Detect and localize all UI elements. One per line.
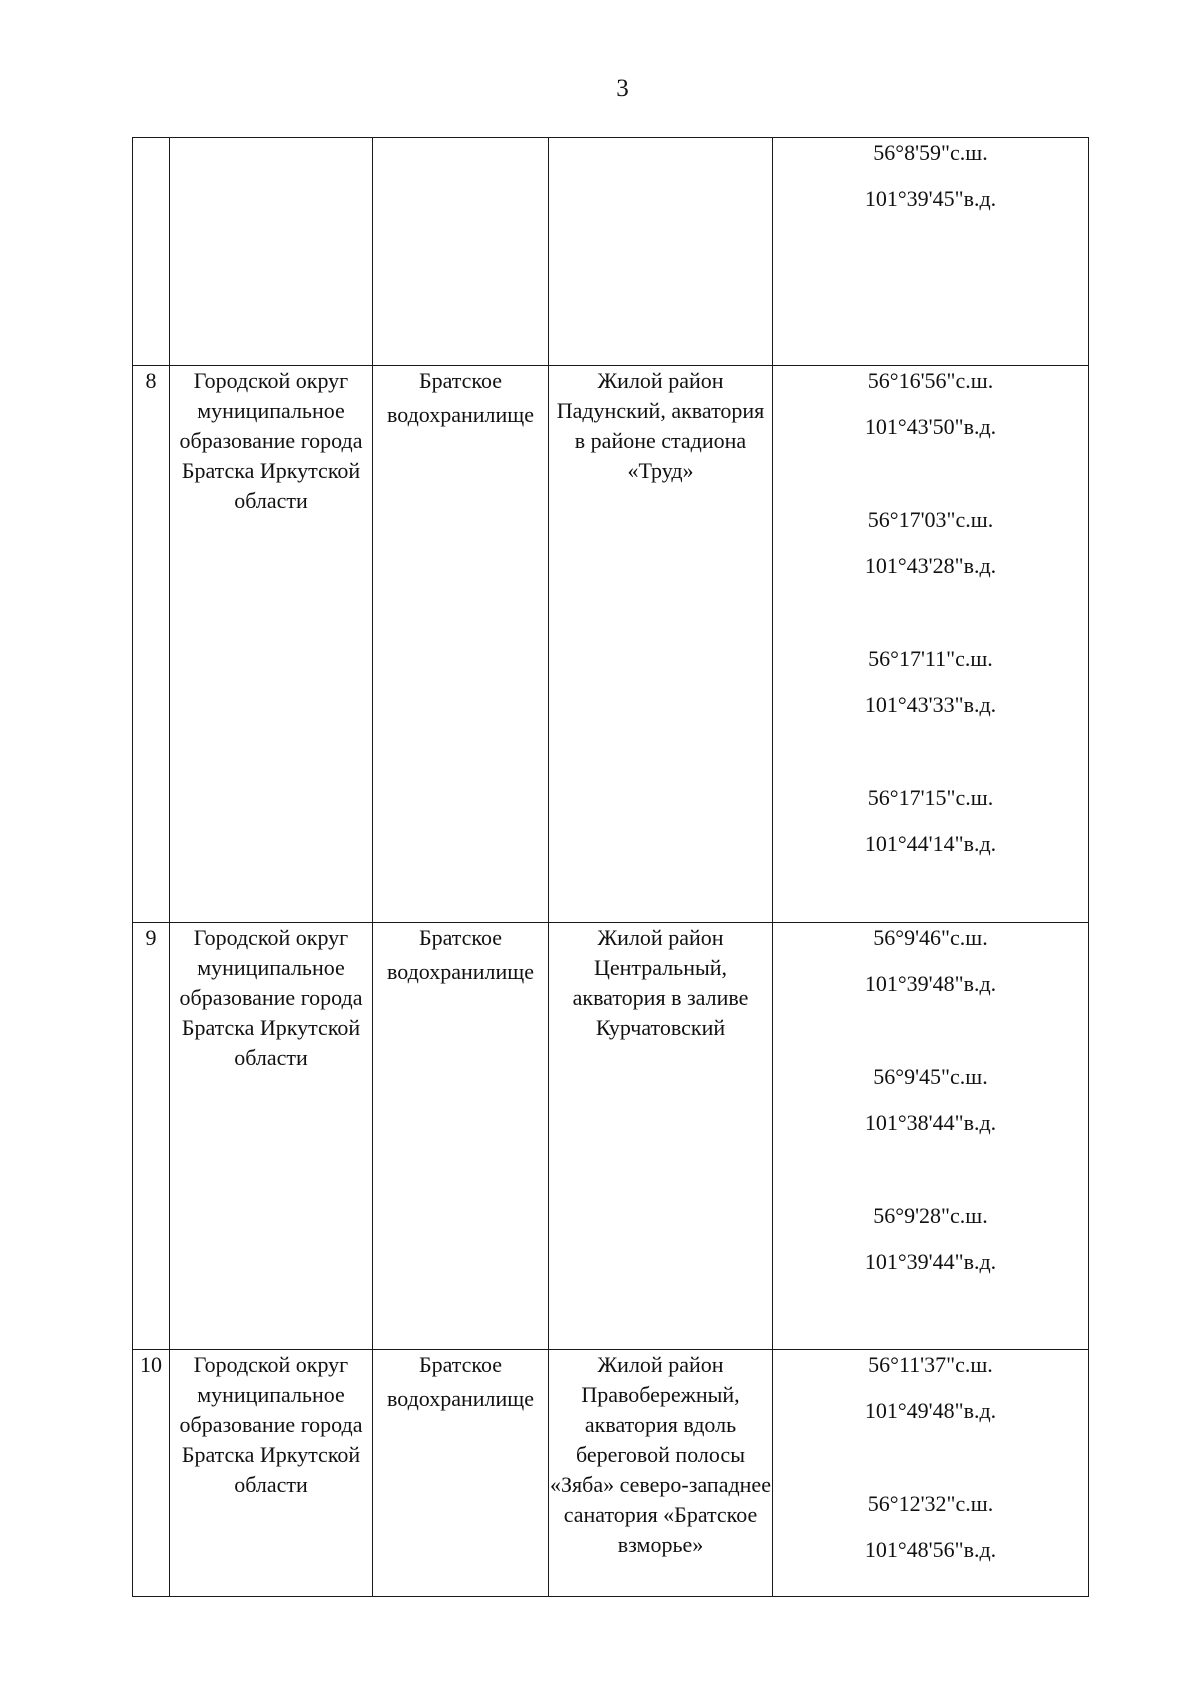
longitude: 101°43'33"в.д.	[864, 692, 997, 717]
municipality-cell: Городской округ муниципальное образование города Братска Иркутской области	[170, 1350, 373, 1597]
longitude: 101°39'45"в.д.	[864, 186, 997, 211]
longitude: 101°39'48"в.д.	[864, 971, 997, 996]
latitude: 56°8'59"с.ш.	[873, 140, 988, 165]
longitude: 101°49'48"в.д.	[864, 1398, 997, 1423]
table-row	[133, 138, 1089, 366]
reservoir-name: Братское	[418, 368, 503, 393]
coordinate-pair	[773, 783, 1088, 875]
latitude: 56°9'46"с.ш.	[873, 925, 988, 950]
municipality-cell: Городской округ муниципальное образование города Братска Иркутской области	[170, 923, 373, 1350]
location-cell: Жилой район Правобережный, акватория вдоль береговой полосы «Зяба» северо-западнее санатория «Братское взморье»	[549, 1350, 773, 1597]
longitude: 101°44'14"в.д.	[864, 831, 997, 856]
row-number: 9	[133, 923, 170, 1350]
reservoir-name: Братское	[418, 1352, 503, 1377]
latitude: 56°9'28"с.ш.	[873, 1203, 988, 1228]
longitude: 101°43'50"в.д.	[864, 414, 997, 439]
coordinate-pair	[773, 1350, 1088, 1442]
municipality-cell	[170, 138, 373, 366]
reservoir-type: водохранилище	[386, 402, 535, 427]
location-cell: Жилой район Падунский, акватория в районе стадиона «Труд»	[549, 366, 773, 923]
latitude: 56°9'45"с.ш.	[873, 1064, 988, 1089]
latitude: 56°11'37"с.ш.	[868, 1352, 993, 1377]
row-number	[133, 138, 170, 366]
coordinate-pair	[773, 1062, 1088, 1154]
table-row	[133, 366, 1089, 923]
reservoir-cell	[373, 1350, 549, 1597]
latitude: 56°17'15"с.ш.	[867, 785, 994, 810]
coordinates-cell	[773, 138, 1089, 366]
table-row	[133, 923, 1089, 1350]
coordinates-cell	[773, 1350, 1089, 1597]
reservoir-cell	[373, 138, 549, 366]
municipality-cell: Городской округ муниципальное образование города Братска Иркутской области	[170, 366, 373, 923]
reservoir-cell	[373, 923, 549, 1350]
reservoir-name: Братское	[418, 925, 503, 950]
longitude: 101°38'44"в.д.	[864, 1110, 997, 1135]
reservoir-type: водохранилище	[386, 959, 535, 984]
coordinates-cell	[773, 366, 1089, 923]
water-areas-table	[132, 137, 1089, 1597]
latitude: 56°12'32"с.ш.	[867, 1491, 994, 1516]
coordinate-pair	[773, 923, 1088, 1015]
latitude: 56°17'11"с.ш.	[868, 646, 993, 671]
coordinate-pair	[773, 644, 1088, 736]
location-cell	[549, 138, 773, 366]
coordinate-pair	[773, 1489, 1088, 1581]
latitude: 56°17'03"с.ш.	[867, 507, 994, 532]
reservoir-name	[373, 138, 548, 172]
coordinates-cell	[773, 923, 1089, 1350]
longitude: 101°43'28"в.д.	[864, 553, 997, 578]
coordinate-pair	[773, 138, 1088, 230]
coordinate-pair	[773, 366, 1088, 458]
longitude: 101°39'44"в.д.	[864, 1249, 997, 1274]
table-row	[133, 1350, 1089, 1597]
coordinate-pair	[773, 505, 1088, 597]
latitude: 56°16'56"с.ш.	[867, 368, 994, 393]
reservoir-cell	[373, 366, 549, 923]
row-number: 10	[133, 1350, 170, 1597]
coordinate-pair	[773, 1201, 1088, 1293]
location-cell: Жилой район Центральный, акватория в заливе Курчатовский	[549, 923, 773, 1350]
row-number: 8	[133, 366, 170, 923]
page-number: 3	[616, 75, 629, 102]
longitude: 101°48'56"в.д.	[864, 1537, 997, 1562]
reservoir-type: водохранилище	[386, 1386, 535, 1411]
